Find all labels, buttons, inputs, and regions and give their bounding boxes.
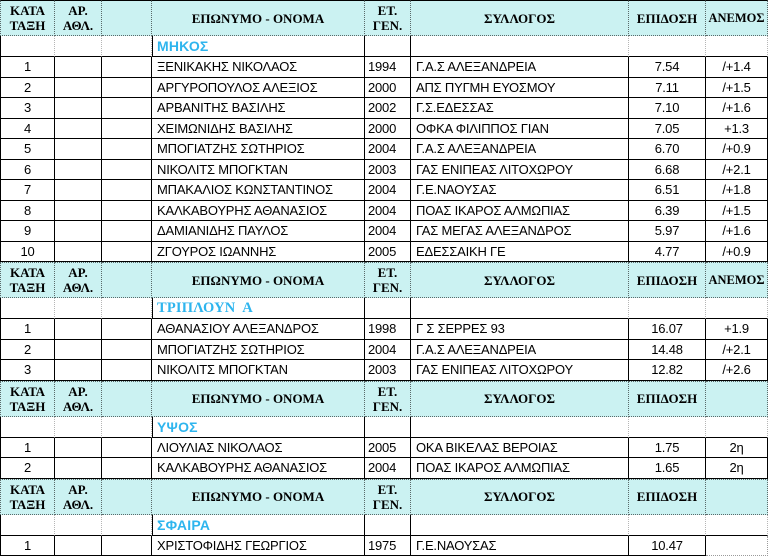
cell-wind[interactable]: /+1.6: [706, 98, 768, 119]
cell-rank[interactable]: 3: [0, 98, 55, 119]
cell-name[interactable]: ΔΑΜΙΑΝΙΔΗΣ ΠΑΥΛΟΣ: [152, 221, 365, 242]
result-row: [0, 242, 768, 263]
col-header-label: ΕΤ.: [377, 3, 398, 18]
cell-mark[interactable]: 1.65: [629, 458, 706, 479]
col-header-label: ΕΠΙΔΟΣΗ: [636, 10, 698, 26]
cell-blank[interactable]: [102, 139, 152, 160]
cell-club[interactable]: Γ Σ ΣΕΡΡΕΣ 93: [411, 319, 629, 340]
section-cell-blank[interactable]: [102, 298, 152, 319]
cell-athlete-no[interactable]: [55, 57, 102, 78]
col-header-label: ΚΑΤΑ: [9, 3, 46, 18]
section-cell-wind[interactable]: [706, 417, 768, 438]
col-header-mark[interactable]: [629, 381, 706, 417]
column-header-row: [0, 381, 768, 417]
cell-wind[interactable]: /+2.6: [706, 360, 768, 381]
col-header-mark[interactable]: [629, 262, 706, 298]
cell-mark[interactable]: 7.10: [629, 98, 706, 119]
result-row: [0, 438, 768, 459]
cell-mark[interactable]: 4.77: [629, 242, 706, 263]
col-header-wind[interactable]: [706, 262, 768, 298]
section-cell-blank[interactable]: [102, 515, 152, 536]
cell-name[interactable]: ΚΑΛΚΑΒΟΥΡΗΣ ΑΘΑΝΑΣΙΟΣ: [152, 201, 365, 222]
cell-year[interactable]: 2000: [365, 78, 411, 99]
cell-blank[interactable]: [102, 438, 152, 459]
section-cell-year[interactable]: [365, 298, 411, 319]
col-header-label: ΚΑΤΑ: [9, 481, 46, 497]
cell-wind[interactable]: [706, 536, 768, 557]
event-section-row: [0, 298, 768, 319]
col-header-blank[interactable]: [102, 381, 152, 417]
col-header-label: ΣΥΛΛΟΓΟΣ: [483, 10, 556, 26]
cell-name[interactable]: ΑΡΒΑΝΙΤΗΣ ΒΑΣΙΛΗΣ: [152, 98, 365, 119]
section-cell-athlete-no[interactable]: [55, 515, 102, 536]
result-row: [0, 340, 768, 361]
cell-rank[interactable]: 8: [0, 201, 55, 222]
result-row: [0, 98, 768, 119]
cell-rank[interactable]: 3: [0, 360, 55, 381]
result-row: [0, 78, 768, 99]
cell-name[interactable]: ΧΡΙΣΤΟΦΙΔΗΣ ΓΕΩΡΓΙΟΣ: [152, 536, 365, 557]
cell-year[interactable]: 2002: [365, 98, 411, 119]
event-section-row: [0, 417, 768, 438]
cell-athlete-no[interactable]: [55, 360, 102, 381]
cell-blank[interactable]: [102, 536, 152, 557]
cell-rank[interactable]: 7: [0, 180, 55, 201]
column-header-row: [0, 0, 768, 36]
section-cell-athlete-no[interactable]: [55, 298, 102, 319]
col-header-label: ΚΑΤΑ: [9, 265, 46, 280]
result-row: [0, 160, 768, 181]
cell-club[interactable]: Γ.Ε.ΝΑΟΥΣΑΣ: [411, 180, 629, 201]
cell-wind[interactable]: 2η: [706, 438, 768, 459]
col-header-label: ΣΥΛΛΟΓΟΣ: [483, 391, 556, 406]
cell-blank[interactable]: [102, 98, 152, 119]
cell-wind[interactable]: /+1.5: [706, 78, 768, 99]
col-header-mark[interactable]: [629, 479, 706, 515]
cell-mark[interactable]: 6.70: [629, 139, 706, 160]
col-header-label: ΕΠΙΔΟΣΗ: [636, 489, 698, 504]
col-header-name[interactable]: [152, 262, 365, 298]
cell-athlete-no[interactable]: [55, 180, 102, 201]
cell-year[interactable]: 2004: [365, 201, 411, 222]
cell-name[interactable]: ΝΙΚΟΛΙΤΣ ΜΠΟΓΚΤΑΝ: [152, 160, 365, 181]
section-cell-mark[interactable]: [629, 417, 706, 438]
cell-athlete-no[interactable]: [55, 78, 102, 99]
col-header-year[interactable]: [365, 0, 411, 36]
cell-club[interactable]: Γ.Ε.ΝΑΟΥΣΑΣ: [411, 536, 629, 557]
cell-club[interactable]: ΓΑΣ ΕΝΙΠΕΑΣ ΛΙΤΟΧΩΡΟΥ: [411, 360, 629, 381]
col-header-blank[interactable]: [102, 262, 152, 298]
section-cell-wind[interactable]: [706, 298, 768, 319]
cell-year[interactable]: 2003: [365, 160, 411, 181]
result-row: [0, 180, 768, 201]
section-cell-mark[interactable]: [629, 298, 706, 319]
cell-name[interactable]: ΚΑΛΚΑΒΟΥΡΗΣ ΑΘΑΝΑΣΙΟΣ: [152, 458, 365, 479]
cell-athlete-no[interactable]: [55, 319, 102, 340]
cell-wind[interactable]: +1.9: [706, 319, 768, 340]
column-header-row: [0, 262, 768, 298]
col-header-club[interactable]: [411, 479, 629, 515]
cell-blank[interactable]: [102, 57, 152, 78]
col-header-year[interactable]: [365, 381, 411, 417]
cell-name[interactable]: ΖΓΟΥΡΟΣ ΙΩΑΝΝΗΣ: [152, 242, 365, 263]
cell-rank[interactable]: 1: [0, 57, 55, 78]
cell-athlete-no[interactable]: [55, 160, 102, 181]
cell-rank[interactable]: 6: [0, 160, 55, 181]
section-cell-year[interactable]: [365, 417, 411, 438]
col-header-label: ΑΡ.: [68, 3, 88, 18]
section-cell-name[interactable]: [152, 515, 365, 536]
cell-wind[interactable]: /+2.1: [706, 340, 768, 361]
section-cell-blank[interactable]: [102, 417, 152, 438]
event-title: ΤΡΙΠΛΟΥΝ Α: [157, 299, 253, 316]
cell-mark[interactable]: 6.51: [629, 180, 706, 201]
section-cell-club[interactable]: [411, 36, 629, 57]
cell-mark[interactable]: 12.82: [629, 360, 706, 381]
cell-blank[interactable]: [102, 458, 152, 479]
col-header-label: ΑΝΕΜΟΣ: [708, 10, 765, 25]
section-cell-year[interactable]: [365, 515, 411, 536]
col-header-blank[interactable]: [102, 0, 152, 36]
col-header-year[interactable]: [365, 262, 411, 298]
col-header-label: ΓΕΝ.: [372, 398, 403, 414]
col-header-label: ΓΕΝ.: [372, 496, 403, 512]
cell-club[interactable]: ΓΑΣ ΕΝΙΠΕΑΣ ΛΙΤΟΧΩΡΟΥ: [411, 160, 629, 181]
cell-blank[interactable]: [102, 201, 152, 222]
cell-rank[interactable]: 5: [0, 139, 55, 160]
section-cell-rank[interactable]: [0, 417, 55, 438]
col-header-rank[interactable]: [0, 479, 55, 515]
col-header-mark[interactable]: [629, 0, 706, 36]
cell-wind[interactable]: +1.3: [706, 119, 768, 140]
section-cell-wind[interactable]: [706, 515, 768, 536]
event-title: ΣΦΑΙΡΑ: [157, 516, 211, 533]
section-cell-name[interactable]: [152, 36, 365, 57]
cell-athlete-no[interactable]: [55, 242, 102, 263]
cell-club[interactable]: ΟΦΚΑ ΦΙΛΙΠΠΟΣ ΓΙΑΝ: [411, 119, 629, 140]
col-header-label: ΤΑΞΗ: [9, 18, 46, 33]
section-cell-mark[interactable]: [629, 36, 706, 57]
col-header-label: ΑΘΛ.: [62, 18, 94, 33]
cell-year[interactable]: 1994: [365, 57, 411, 78]
result-row: [0, 139, 768, 160]
col-header-label: ΕΠΩΝΥΜΟ - ΟΝΟΜΑ: [191, 489, 325, 504]
cell-year[interactable]: 2004: [365, 340, 411, 361]
cell-name[interactable]: ΛΙΟΥΛΙΑΣ ΝΙΚΟΛΑΟΣ: [152, 438, 365, 459]
col-header-label: ΓΕΝ.: [372, 280, 403, 295]
col-header-label: ΑΝΕΜΟΣ: [708, 272, 765, 287]
result-row: [0, 360, 768, 381]
cell-blank[interactable]: [102, 119, 152, 140]
cell-wind[interactable]: /+0.9: [706, 139, 768, 160]
cell-club[interactable]: Γ.Α.Σ ΑΛΕΞΑΝΔΡΕΙΑ: [411, 139, 629, 160]
col-header-label: ΑΘΛ.: [62, 280, 94, 295]
cell-blank[interactable]: [102, 180, 152, 201]
section-cell-mark[interactable]: [629, 515, 706, 536]
col-header-label: ΕΤ.: [377, 265, 398, 280]
result-row: [0, 319, 768, 340]
col-header-label: ΣΥΛΛΟΓΟΣ: [483, 272, 556, 288]
section-cell-wind[interactable]: [706, 36, 768, 57]
section-cell-name[interactable]: [152, 417, 365, 438]
cell-club[interactable]: Γ.Α.Σ ΑΛΕΞΑΝΔΡΕΙΑ: [411, 57, 629, 78]
cell-year[interactable]: 2000: [365, 119, 411, 140]
result-row: [0, 536, 768, 557]
section-cell-athlete-no[interactable]: [55, 36, 102, 57]
col-header-athlete-no[interactable]: [55, 381, 102, 417]
cell-mark[interactable]: 16.07: [629, 319, 706, 340]
col-header-label: ΑΘΛ.: [62, 398, 94, 414]
col-header-label: ΑΡ.: [68, 265, 88, 280]
section-cell-name[interactable]: [152, 298, 365, 319]
cell-mark[interactable]: 7.05: [629, 119, 706, 140]
cell-year[interactable]: 2005: [365, 438, 411, 459]
cell-rank[interactable]: 2: [0, 78, 55, 99]
col-header-rank[interactable]: [0, 381, 55, 417]
col-header-label: ΕΠΙΔΟΣΗ: [636, 391, 698, 406]
cell-year[interactable]: 2004: [365, 458, 411, 479]
section-cell-year[interactable]: [365, 36, 411, 57]
cell-blank[interactable]: [102, 78, 152, 99]
cell-year[interactable]: 2003: [365, 360, 411, 381]
cell-name[interactable]: ΞΕΝΙΚΑΚΗΣ ΝΙΚΟΛΑΟΣ: [152, 57, 365, 78]
cell-mark[interactable]: 7.11: [629, 78, 706, 99]
section-cell-club[interactable]: [411, 298, 629, 319]
col-header-label: ΚΑΤΑ: [9, 383, 46, 399]
col-header-name[interactable]: [152, 381, 365, 417]
cell-club[interactable]: ΕΔΕΣΣΑΙΚΗ ΓΕ: [411, 242, 629, 263]
col-header-athlete-no[interactable]: [55, 479, 102, 515]
col-header-label: ΣΥΛΛΟΓΟΣ: [483, 489, 556, 504]
col-header-label: ΤΑΞΗ: [9, 398, 46, 414]
cell-wind[interactable]: /+1.4: [706, 57, 768, 78]
cell-club[interactable]: ΟΚΑ ΒΙΚΕΛΑΣ ΒΕΡΟΙΑΣ: [411, 438, 629, 459]
cell-athlete-no[interactable]: [55, 221, 102, 242]
col-header-label: ΕΠΩΝΥΜΟ - ΟΝΟΜΑ: [191, 391, 325, 406]
cell-rank[interactable]: 2: [0, 340, 55, 361]
col-header-name[interactable]: [152, 0, 365, 36]
cell-club[interactable]: Γ.Α.Σ ΑΛΕΞΑΝΔΡΕΙΑ: [411, 340, 629, 361]
cell-wind[interactable]: /+1.8: [706, 180, 768, 201]
cell-mark[interactable]: 14.48: [629, 340, 706, 361]
col-header-club[interactable]: [411, 381, 629, 417]
result-row: [0, 201, 768, 222]
section-cell-club[interactable]: [411, 515, 629, 536]
event-title: ΥΨΟΣ: [157, 418, 198, 435]
event-section-row: [0, 515, 768, 536]
section-cell-athlete-no[interactable]: [55, 417, 102, 438]
cell-name[interactable]: ΝΙΚΟΛΙΤΣ ΜΠΟΓΚΤΑΝ: [152, 360, 365, 381]
cell-blank[interactable]: [102, 160, 152, 181]
col-header-rank[interactable]: [0, 0, 55, 36]
cell-rank[interactable]: 10: [0, 242, 55, 263]
section-cell-rank[interactable]: [0, 515, 55, 536]
cell-club[interactable]: ΠΟΑΣ ΙΚΑΡΟΣ ΑΛΜΩΠΙΑΣ: [411, 201, 629, 222]
col-header-label: ΑΡ.: [68, 383, 88, 399]
col-header-label: ΤΑΞΗ: [9, 496, 46, 512]
cell-athlete-no[interactable]: [55, 340, 102, 361]
col-header-rank[interactable]: [0, 262, 55, 298]
col-header-name[interactable]: [152, 479, 365, 515]
cell-name[interactable]: ΧΕΙΜΩΝΙΔΗΣ ΒΑΣΙΛΗΣ: [152, 119, 365, 140]
cell-rank[interactable]: 9: [0, 221, 55, 242]
cell-blank[interactable]: [102, 221, 152, 242]
cell-year[interactable]: 1998: [365, 319, 411, 340]
col-header-label: ΕΠΙΔΟΣΗ: [636, 272, 698, 288]
col-header-label: ΕΠΩΝΥΜΟ - ΟΝΟΜΑ: [191, 272, 325, 288]
section-cell-club[interactable]: [411, 417, 629, 438]
cell-wind[interactable]: 2η: [706, 458, 768, 479]
cell-club[interactable]: ΠΟΑΣ ΙΚΑΡΟΣ ΑΛΜΩΠΙΑΣ: [411, 458, 629, 479]
cell-athlete-no[interactable]: [55, 139, 102, 160]
col-header-club[interactable]: [411, 0, 629, 36]
cell-mark[interactable]: 5.97: [629, 221, 706, 242]
cell-name[interactable]: ΜΠΟΓΙΑΤΖΗΣ ΣΩΤΗΡΙΟΣ: [152, 139, 365, 160]
col-header-label: ΕΠΩΝΥΜΟ - ΟΝΟΜΑ: [191, 10, 325, 26]
cell-blank[interactable]: [102, 319, 152, 340]
cell-blank[interactable]: [102, 340, 152, 361]
cell-year[interactable]: 2004: [365, 139, 411, 160]
cell-club[interactable]: ΑΠΣ ΠΥΓΜΗ ΕΥΟΣΜΟΥ: [411, 78, 629, 99]
cell-athlete-no[interactable]: [55, 458, 102, 479]
cell-athlete-no[interactable]: [55, 98, 102, 119]
col-header-label: ΤΑΞΗ: [9, 280, 46, 295]
cell-club[interactable]: Γ.Σ.ΕΔΕΣΣΑΣ: [411, 98, 629, 119]
result-row: [0, 57, 768, 78]
cell-rank[interactable]: 1: [0, 319, 55, 340]
col-header-label: ΕΤ.: [377, 481, 398, 497]
col-header-blank[interactable]: [102, 479, 152, 515]
cell-name[interactable]: ΜΠΟΓΙΑΤΖΗΣ ΣΩΤΗΡΙΟΣ: [152, 340, 365, 361]
column-header-row: [0, 479, 768, 515]
cell-wind[interactable]: /+1.6: [706, 221, 768, 242]
cell-rank[interactable]: 4: [0, 119, 55, 140]
cell-year[interactable]: 1975: [365, 536, 411, 557]
event-section-row: [0, 36, 768, 57]
col-header-wind[interactable]: [706, 0, 768, 36]
cell-mark[interactable]: 6.39: [629, 201, 706, 222]
cell-rank[interactable]: 1: [0, 536, 55, 557]
cell-wind[interactable]: /+2.1: [706, 160, 768, 181]
cell-blank[interactable]: [102, 242, 152, 263]
section-cell-blank[interactable]: [102, 36, 152, 57]
cell-athlete-no[interactable]: [55, 536, 102, 557]
col-header-label: ΑΘΛ.: [62, 496, 94, 512]
col-header-year[interactable]: [365, 479, 411, 515]
cell-mark[interactable]: 6.68: [629, 160, 706, 181]
col-header-athlete-no[interactable]: [55, 0, 102, 36]
col-header-label: ΕΤ.: [377, 383, 398, 399]
cell-athlete-no[interactable]: [55, 201, 102, 222]
section-cell-rank[interactable]: [0, 36, 55, 57]
col-header-wind[interactable]: [706, 479, 768, 515]
cell-name[interactable]: ΑΡΓΥΡΟΠΟΥΛΟΣ ΑΛΕΞΙΟΣ: [152, 78, 365, 99]
cell-athlete-no[interactable]: [55, 119, 102, 140]
cell-year[interactable]: 2005: [365, 242, 411, 263]
result-row: [0, 458, 768, 479]
col-header-club[interactable]: [411, 262, 629, 298]
col-header-wind[interactable]: [706, 381, 768, 417]
cell-rank[interactable]: 1: [0, 438, 55, 459]
cell-name[interactable]: ΜΠΑΚΑΛΙΟΣ ΚΩΝΣΤΑΝΤΙΝΟΣ: [152, 180, 365, 201]
result-row: [0, 221, 768, 242]
col-header-label: ΑΡ.: [68, 481, 88, 497]
result-row: [0, 119, 768, 140]
col-header-athlete-no[interactable]: [55, 262, 102, 298]
section-cell-rank[interactable]: [0, 298, 55, 319]
cell-mark[interactable]: 1.75: [629, 438, 706, 459]
event-title: ΜΗΚΟΣ: [157, 38, 209, 54]
cell-rank[interactable]: 2: [0, 458, 55, 479]
cell-wind[interactable]: /+1.5: [706, 201, 768, 222]
col-header-label: ΓΕΝ.: [372, 18, 403, 33]
cell-wind[interactable]: /+0.9: [706, 242, 768, 263]
cell-club[interactable]: ΓΑΣ ΜΕΓΑΣ ΑΛΕΞΑΝΔΡΟΣ: [411, 221, 629, 242]
cell-name[interactable]: ΑΘΑΝΑΣΙΟΥ ΑΛΕΞΑΝΔΡΟΣ: [152, 319, 365, 340]
cell-year[interactable]: 2004: [365, 180, 411, 201]
cell-blank[interactable]: [102, 360, 152, 381]
cell-year[interactable]: 2004: [365, 221, 411, 242]
cell-athlete-no[interactable]: [55, 438, 102, 459]
cell-mark[interactable]: 10.47: [629, 536, 706, 557]
cell-mark[interactable]: 7.54: [629, 57, 706, 78]
